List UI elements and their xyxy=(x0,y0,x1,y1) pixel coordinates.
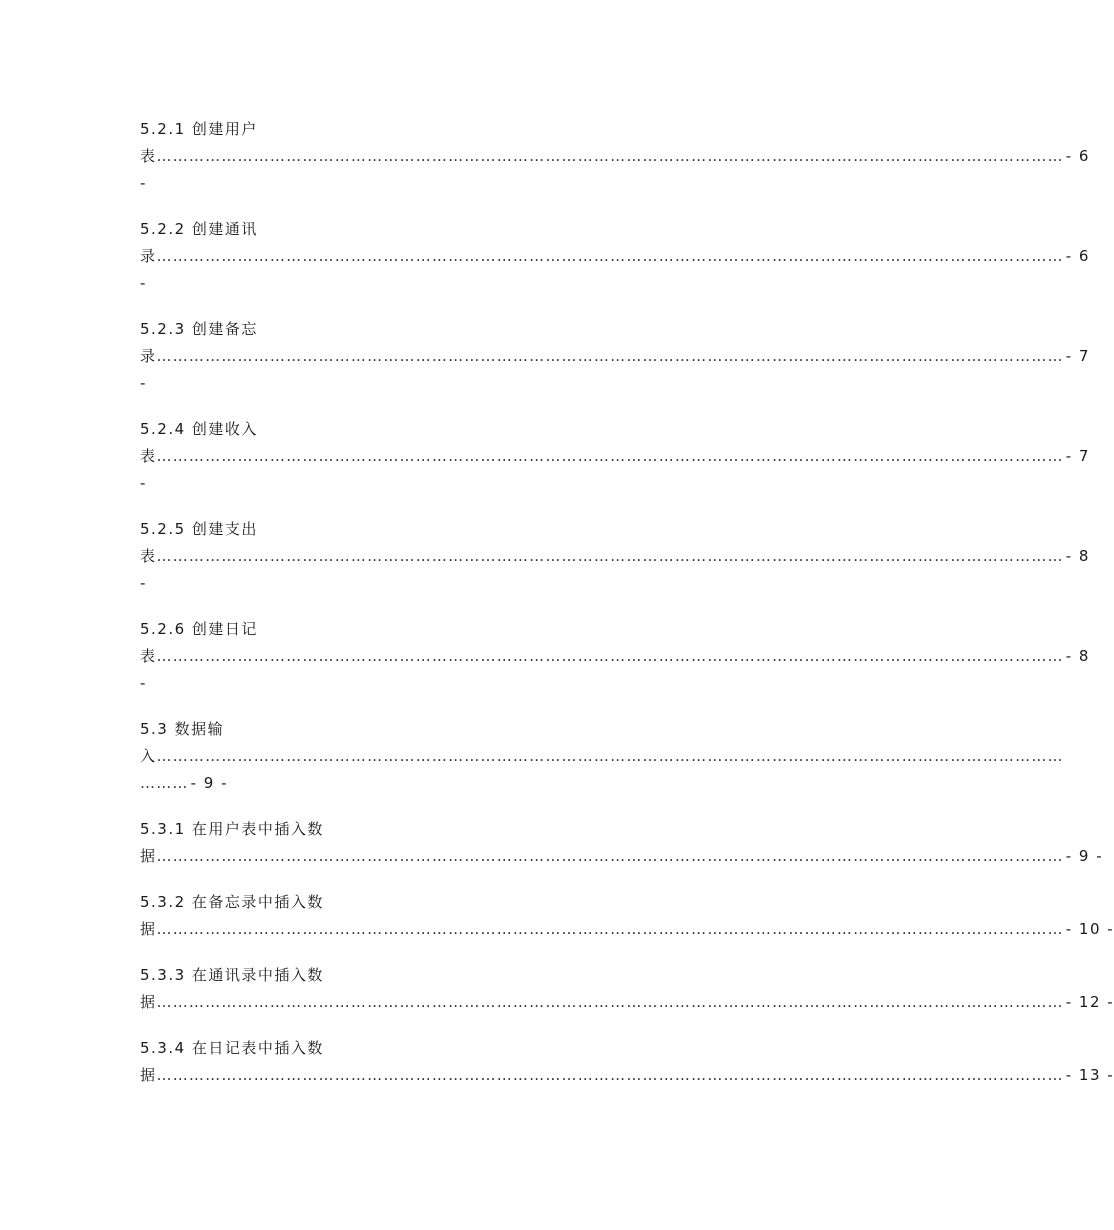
toc-page-number: - 9 - xyxy=(190,774,229,792)
toc-heading: 5.2.6 创建日记 xyxy=(140,620,258,638)
dot-leader: …………………………………………………………………………………………………………………………………………………… xyxy=(156,447,1064,465)
toc-heading: 5.3 数据输 xyxy=(140,720,225,738)
toc-page-number-tail: - xyxy=(140,374,147,392)
toc-page-number: - 6 xyxy=(1065,247,1090,265)
dot-leader: …………………………………………………………………………………………………………………………………………………… xyxy=(156,147,1064,165)
toc-heading: 5.3.4 在日记表中插入数 xyxy=(140,1039,324,1057)
toc-heading: 5.2.5 创建支出 xyxy=(140,520,258,538)
toc-page-number: - 8 xyxy=(1065,647,1090,665)
toc-page-number: - 13 - xyxy=(1065,1066,1114,1084)
toc-entry-5-3-3[interactable] xyxy=(140,964,1114,1037)
dot-leader: …………………………………………………………………………………………………………………………………………………… xyxy=(156,993,1064,1011)
toc-heading: 5.2.2 创建通讯 xyxy=(140,220,258,238)
dot-leader: …………………………………………………………………………………………………………………………………………………… xyxy=(156,747,1064,765)
dot-leader: …………………………………………………………………………………………………………………………………………………… xyxy=(156,1066,1064,1084)
toc-heading-tail: 录 xyxy=(140,247,157,265)
toc-page-number: - 10 - xyxy=(1065,920,1114,938)
toc-heading: 5.2.3 创建备忘 xyxy=(140,320,258,338)
dot-leader: …………………………………………………………………………………………………………………………………………………… xyxy=(156,347,1064,365)
toc-page-number-tail: - xyxy=(140,274,147,292)
toc-entry-5-2-1[interactable] xyxy=(140,118,1090,218)
toc-heading-tail: 入 xyxy=(140,747,157,765)
dot-leader: …………………………………………………………………………………………………………………………………………………… xyxy=(156,247,1064,265)
toc-heading-tail: 表 xyxy=(140,447,157,465)
table-of-contents xyxy=(140,118,1114,1091)
toc-heading-tail: 表 xyxy=(140,647,157,665)
toc-page-number-tail: - xyxy=(140,174,147,192)
toc-heading-tail: 据 xyxy=(140,847,157,865)
toc-entry-5-2-6[interactable] xyxy=(140,618,1090,718)
dot-leader: …………………………………………………………………………………………………………………………………………………… xyxy=(156,847,1064,865)
dot-leader: …………………………………………………………………………………………………………………………………………………… xyxy=(156,547,1064,565)
toc-heading-tail: 据 xyxy=(140,1066,157,1084)
toc-entry-5-2-2[interactable] xyxy=(140,218,1090,318)
toc-page-number: - 8 xyxy=(1065,547,1090,565)
toc-page-number: - 9 - xyxy=(1065,847,1104,865)
toc-entry-5-3[interactable] xyxy=(140,718,1064,818)
toc-page-number: - 7 xyxy=(1065,447,1090,465)
dot-leader: …………………………………………………………………………………………………………………………………………………… xyxy=(156,920,1064,938)
toc-page-number: - 12 - xyxy=(1065,993,1114,1011)
toc-page-number-tail: - xyxy=(140,674,147,692)
toc-page-number-tail: - xyxy=(140,474,147,492)
toc-heading: 5.3.1 在用户表中插入数 xyxy=(140,820,324,838)
toc-page-number: - 7 xyxy=(1065,347,1090,365)
dot-leader: …………………………………………………………………………………………………………………………………………………… xyxy=(156,647,1064,665)
toc-page-number-tail: - xyxy=(140,574,147,592)
toc-heading: 5.3.3 在通讯录中插入数 xyxy=(140,966,324,984)
toc-entry-5-2-3[interactable] xyxy=(140,318,1090,418)
toc-entry-5-2-5[interactable] xyxy=(140,518,1090,618)
toc-heading-tail: 录 xyxy=(140,347,157,365)
toc-entry-5-3-4[interactable] xyxy=(140,1037,1114,1091)
toc-heading: 5.2.1 创建用户 xyxy=(140,120,258,138)
toc-heading-tail: 据 xyxy=(140,920,157,938)
toc-heading-tail: 据 xyxy=(140,993,157,1011)
toc-heading: 5.2.4 创建收入 xyxy=(140,420,258,438)
toc-entry-5-3-1[interactable] xyxy=(140,818,1104,891)
toc-heading-tail: 表 xyxy=(140,147,157,165)
dot-leader: ……… xyxy=(140,774,189,792)
toc-entry-5-2-4[interactable] xyxy=(140,418,1090,518)
toc-page-number: - 6 xyxy=(1065,147,1090,165)
toc-heading-tail: 表 xyxy=(140,547,157,565)
toc-heading: 5.3.2 在备忘录中插入数 xyxy=(140,893,324,911)
toc-entry-5-3-2[interactable] xyxy=(140,891,1114,964)
